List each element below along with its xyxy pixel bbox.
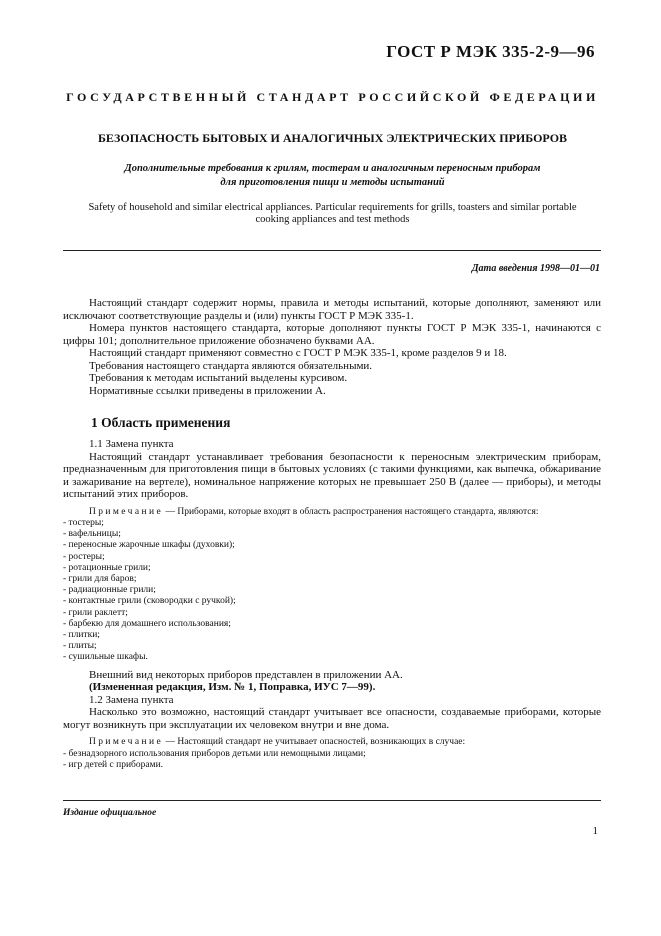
- intro-paragraph: Номера пунктов настоящего стандарта, которые дополняют пункты ГОСТ Р МЭК 335-1, начинаются с цифры 101; дополнительное приложение обозначено буквами АА.: [63, 322, 601, 347]
- introduction: [63, 297, 601, 397]
- list-item: - контактные грили (сковородки с ручкой);: [63, 596, 236, 607]
- clause-1-2: 1.2 Замена пункта: [89, 693, 174, 706]
- note-hazards: [63, 737, 601, 749]
- english-title-line-2: cooking appliances and test methods: [255, 214, 410, 225]
- intro-paragraph: Настоящий стандарт содержит нормы, правила и методы испытаний, которые дополняют, заменяют или исключают соответствующие разделы и (или) пункты ГОСТ Р МЭК 335-1.: [63, 297, 601, 322]
- amendment-note: (Измененная редакция, Изм. № 1, Поправка, ИУС 7—99).: [89, 681, 376, 694]
- clause-1-1: 1.1 Замена пункта: [89, 438, 174, 450]
- intro-paragraph: Требования к методам испытаний выделены курсивом.: [89, 372, 348, 384]
- official-edition: Издание официальное: [63, 808, 157, 818]
- standard-code: ГОСТ Р МЭК 335-2-9—96: [386, 42, 595, 61]
- note-label: Примечание: [89, 737, 164, 748]
- note-appliances: [63, 507, 601, 519]
- state-standard-heading: ГОСУДАРСТВЕННЫЙ СТАНДАРТ РОССИЙСКОЙ ФЕДЕРАЦИИ: [66, 90, 599, 104]
- list-item: - игр детей с приборами.: [63, 759, 164, 770]
- list-item: - тостеры;: [63, 518, 104, 528]
- subtitle-line-2: для приготовления пищи и методы испытаний: [220, 177, 445, 188]
- list-item: - грили раклетт;: [63, 607, 128, 618]
- note-text: — Приборами, которые входят в область распространения настоящего стандарта, являются:: [163, 506, 539, 517]
- list-item: - плитки;: [63, 630, 100, 641]
- list-item: - радиационные грили;: [63, 585, 156, 596]
- english-title-line-1: Safety of household and similar electrical appliances. Particular requirements for grills, toasters and similar portable: [88, 202, 577, 213]
- list-item: - вафельницы;: [63, 529, 121, 540]
- appearance-note: Внешний вид некоторых приборов представлен в приложении АА.: [89, 668, 403, 681]
- list-item: - безнадзорного использования приборов детьми или немощными лицами;: [63, 748, 366, 759]
- hazard-list: [63, 749, 601, 771]
- appliance-list: [63, 518, 601, 664]
- list-item: - переносные жарочные шкафы (духовки);: [63, 540, 235, 551]
- clause-1-2-text: Насколько это возможно, настоящий стандарт учитывает все опасности, создаваемые приборами, которые могут возникнуть при эксплуатации их человеком внутри и вне дома.: [63, 706, 601, 731]
- header-divider: [63, 250, 601, 251]
- intro-paragraph: Настоящий стандарт применяют совместно с ГОСТ Р МЭК 335-1, кроме разделов 9 и 18.: [89, 347, 507, 359]
- list-item: - грили для баров;: [63, 574, 137, 585]
- english-title: [64, 202, 601, 226]
- list-item: - ростеры;: [63, 551, 105, 562]
- document-subtitle: [80, 162, 585, 190]
- introduction-date: Дата введения 1998—01—01: [471, 263, 600, 274]
- document-title: БЕЗОПАСНОСТЬ БЫТОВЫХ И АНАЛОГИЧНЫХ ЭЛЕКТРИЧЕСКИХ ПРИБОРОВ: [97, 131, 568, 145]
- clause-1-1-text: Настоящий стандарт устанавливает требования безопасности к переносным электрическим приборам, предназначенным для приготовления пищи в бытовых условиях (с такими функциями, как выпечка, обжаривание и зажаривание на вертеле), номинальное напряжение которых не превышает 250 В (далее — приборы), и методы испытаний этих приборов.: [63, 450, 601, 500]
- intro-paragraph: Требования настоящего стандарта являются обязательными.: [89, 359, 373, 372]
- subtitle-line-1: Дополнительные требования к грилям, тостерам и аналогичным переносным приборам: [124, 163, 541, 174]
- section-scope-body: [63, 438, 601, 771]
- list-item: - барбекю для домашнего использования;: [63, 618, 231, 629]
- footer-divider: [63, 800, 601, 801]
- page-number: 1: [592, 825, 598, 837]
- section-heading-scope: 1 Область применения: [91, 415, 231, 430]
- note-text: — Настоящий стандарт не учитывает опасностей, возникающих в случае:: [163, 737, 466, 748]
- intro-paragraph: Нормативные ссылки приведены в приложении А.: [89, 384, 326, 397]
- list-item: - сушильные шкафы.: [63, 652, 148, 663]
- list-item: - ротационные грили;: [63, 562, 151, 573]
- note-label: Примечание: [89, 506, 164, 517]
- list-item: - плиты;: [63, 641, 97, 652]
